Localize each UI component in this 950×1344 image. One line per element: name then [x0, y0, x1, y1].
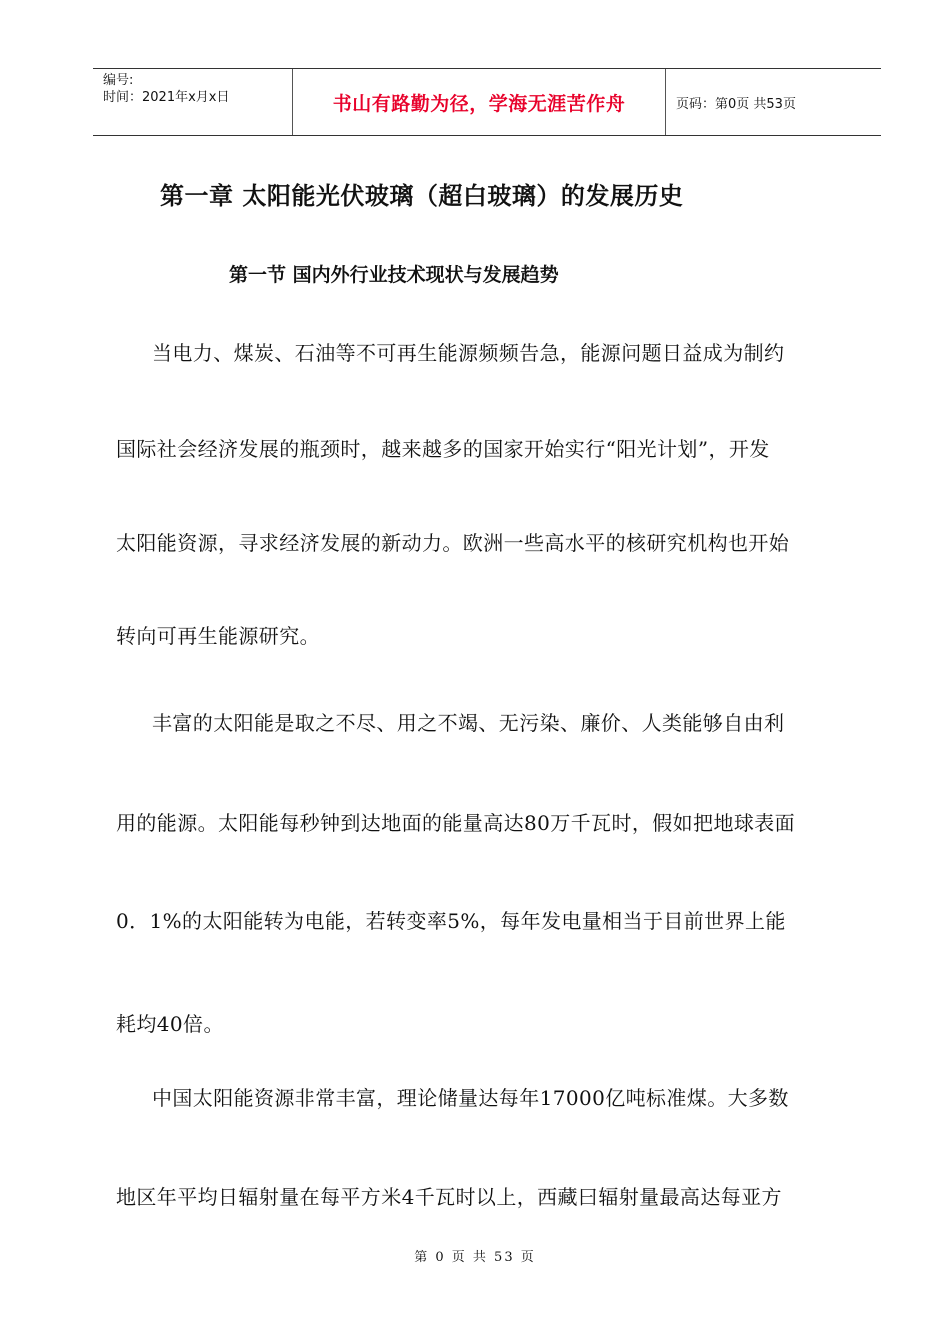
header-motto: 书山有路勤为径，学海无涯苦作舟	[293, 69, 666, 135]
body-line: 地区年平均日辐射量在每平方米4千瓦时以上，西藏曰辐射量最高达每亚方	[116, 1185, 782, 1209]
body-line: 用的能源。太阳能每秒钟到达地面的能量高达80万千瓦时，假如把地球表面	[116, 811, 796, 835]
header-time-label: 时间：2021年x月x日	[103, 90, 230, 105]
header-page-info: 页码：第0页 共53页	[676, 96, 796, 112]
header-meta	[93, 69, 293, 135]
body-line: 丰富的太阳能是取之不尽、用之不竭、无污染、廉价、人类能够自由利	[152, 711, 785, 735]
section-title: 第一节 国内外行业技术现状与发展趋势	[229, 264, 559, 286]
body-line: 当电力、煤炭、石油等不可再生能源频频告急，能源问题日益成为制约	[152, 341, 785, 365]
body-line: 转向可再生能源研究。	[116, 624, 320, 648]
body-line: 耗均40倍。	[116, 1012, 224, 1036]
body-line: 国际社会经济发展的瓶颈时，越来越多的国家开始实行“阳光计划”，开发	[116, 437, 770, 461]
body-line: 0．1%的太阳能转为电能，若转变率5%，每年发电量相当于目前世界上能	[116, 909, 786, 933]
body-line: 中国太阳能资源非常丰富，理论储量达每年17000亿吨标准煤。大多数	[152, 1086, 789, 1110]
header-number-label: 编号:	[103, 73, 134, 88]
page-header	[93, 68, 881, 136]
body-line: 太阳能资源，寻求经济发展的新动力。欧洲一些高水平的核研究机构也开始	[116, 531, 790, 555]
page-footer: 第 0 页 共 53 页	[414, 1250, 536, 1265]
chapter-title: 第一章 太阳能光伏玻璃（超白玻璃）的发展历史	[160, 182, 684, 210]
